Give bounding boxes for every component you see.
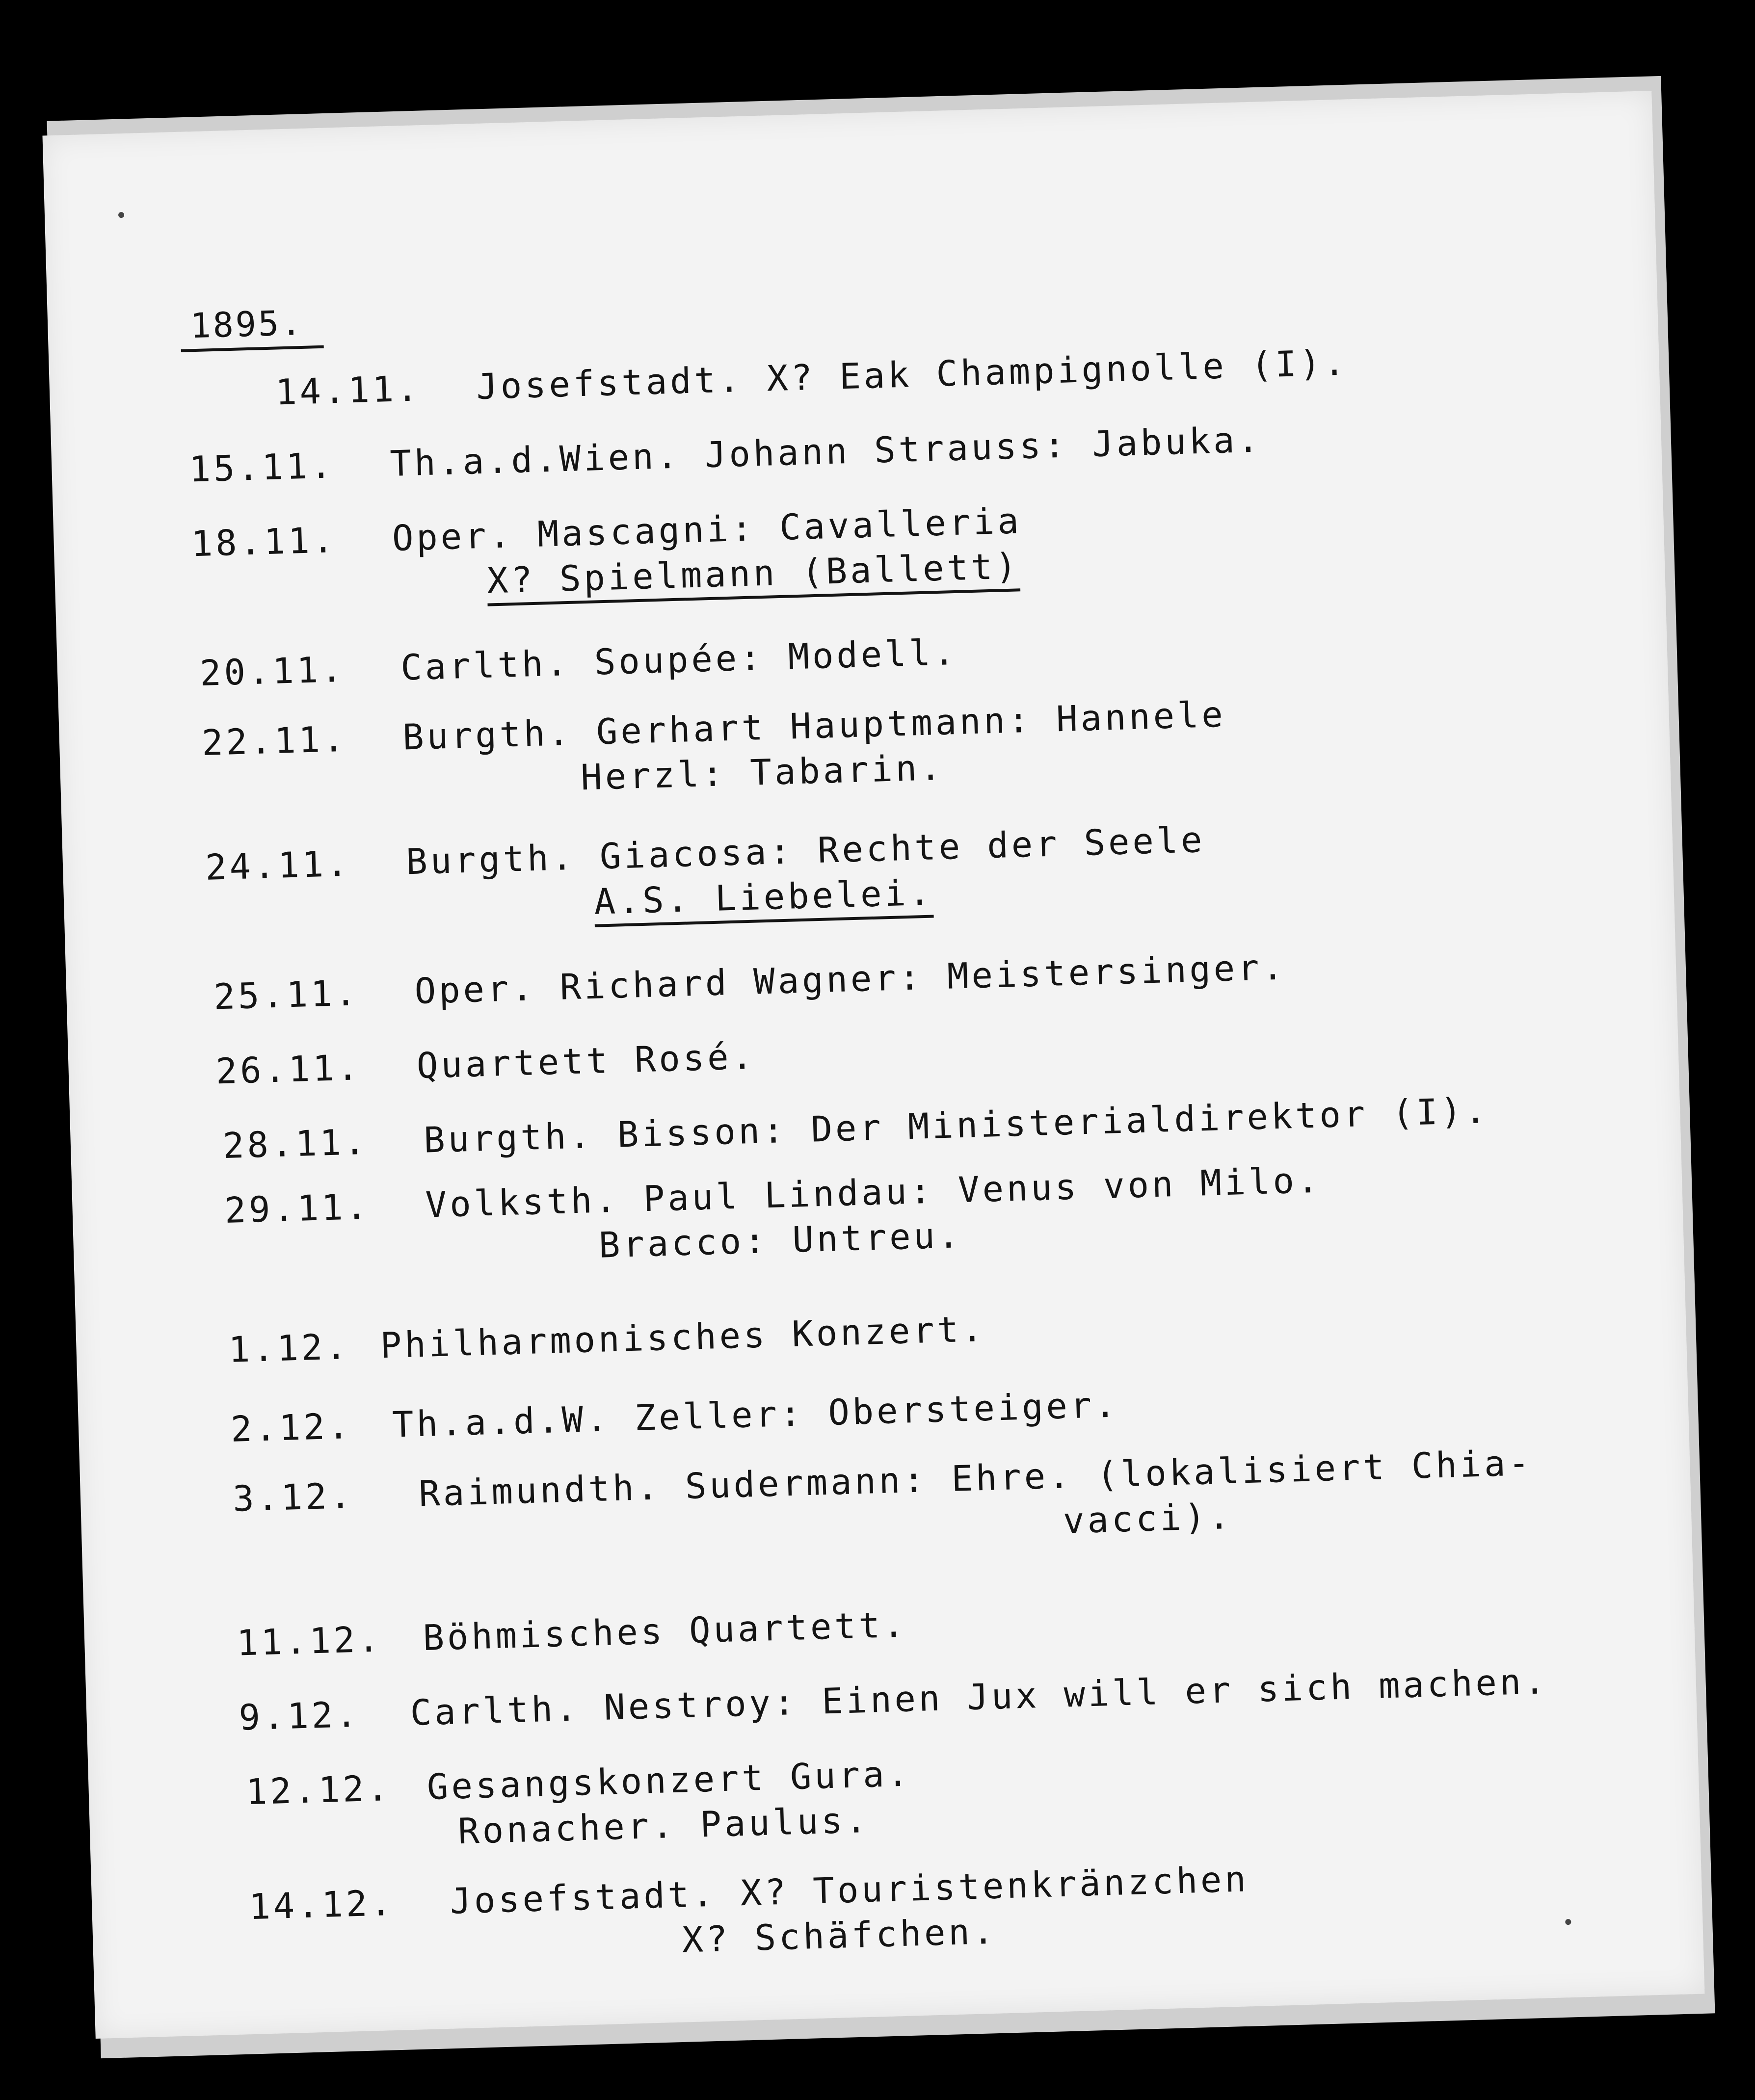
entry-text: Soupée: Modell. bbox=[593, 631, 958, 683]
entry-date: 11.12. bbox=[236, 1618, 383, 1664]
entry-sub: X? Spielmann (Ballett) bbox=[486, 545, 1020, 606]
page-year: 1895. bbox=[180, 302, 323, 352]
entry-date: 3.12. bbox=[232, 1474, 355, 1520]
entry-venue: Th.a.d.Wien. bbox=[389, 435, 681, 485]
entry-date: 22.11. bbox=[201, 718, 348, 763]
entry-1-12 bbox=[228, 1287, 1661, 1372]
entry-list bbox=[186, 322, 1678, 1975]
entry-text: Johann Strauss: Jabuka. bbox=[704, 419, 1262, 476]
entry-sub: Bracco: Untreu. bbox=[598, 1214, 963, 1266]
typed-page bbox=[42, 91, 1704, 2039]
entry-venue: Josefstadt. bbox=[449, 1873, 717, 1922]
entry-9-12 bbox=[238, 1655, 1672, 1740]
entry-sub: Herzl: Tabarin. bbox=[580, 746, 945, 798]
entry-venue: Raimundth. bbox=[418, 1466, 662, 1515]
entry-text: Giacosa: Rechte der Seele bbox=[599, 818, 1206, 877]
entry-20-11 bbox=[199, 610, 1643, 696]
entry-text: Bisson: Der Ministerialdirektor (I). bbox=[616, 1090, 1489, 1155]
entry-text: X? Touristenkränzchen bbox=[740, 1858, 1250, 1914]
entry-sub: X? Schäfchen. bbox=[681, 1910, 998, 1961]
entry-venue: Josefstadt. bbox=[476, 358, 744, 408]
entry-sub: Ronacher. Paulus. bbox=[457, 1799, 871, 1852]
entry-date: 24.11. bbox=[205, 842, 351, 888]
entry-venue: Volksth. bbox=[425, 1179, 620, 1226]
entry-2-12 bbox=[230, 1366, 1664, 1451]
entry-11-12 bbox=[236, 1580, 1670, 1665]
entry-date: 14.12. bbox=[248, 1882, 395, 1928]
entry-venue: Oper. bbox=[414, 967, 536, 1012]
entry-venue: Burgth. bbox=[402, 711, 573, 758]
entry-text: Richard Wagner: Meistersinger. bbox=[559, 946, 1287, 1008]
entry-venue: Oper. bbox=[391, 514, 514, 559]
entry-15-11 bbox=[188, 406, 1637, 492]
entry-text: Zeller: Obersteiger. bbox=[634, 1384, 1119, 1439]
entry-date: 14.11. bbox=[275, 368, 422, 413]
entry-sub: A.S. Liebelei. bbox=[593, 871, 933, 927]
entry-venue: Th.a.d.W. bbox=[392, 1398, 611, 1445]
entry-date: 12.12. bbox=[245, 1767, 392, 1813]
entry-text: Paul Lindau: Venus von Milo. bbox=[642, 1159, 1322, 1220]
entry-date: 15.11. bbox=[188, 445, 335, 490]
entry-venue: Burgth. bbox=[405, 836, 576, 883]
entry-text: X? Eak Champignolle (I). bbox=[766, 341, 1349, 399]
entry-text: Nestroy: Einen Jux will er sich machen. bbox=[603, 1660, 1549, 1728]
entry-venue: Burgth. bbox=[423, 1115, 594, 1161]
entry-venue: Gesangskonzert Gura. bbox=[426, 1753, 912, 1808]
entry-date: 20.11. bbox=[199, 648, 346, 694]
entry-venue: Quartett Rosé. bbox=[416, 1035, 756, 1086]
paper-speck bbox=[118, 212, 124, 218]
entry-venue: Böhmisches Quartett. bbox=[422, 1603, 908, 1659]
entry-text: Gerhart Hauptmann: Hannele bbox=[595, 693, 1226, 753]
entry-text: Mascagni: Cavalleria bbox=[536, 500, 1022, 555]
entry-venue: Philharmonisches Konzert. bbox=[379, 1308, 986, 1366]
entry-26-11 bbox=[215, 1009, 1654, 1094]
entry-date: 18.11. bbox=[190, 519, 337, 565]
entry-date: 26.11. bbox=[215, 1047, 362, 1092]
entry-25-11 bbox=[213, 934, 1651, 1020]
entry-date: 2.12. bbox=[230, 1405, 353, 1450]
entry-date: 9.12. bbox=[238, 1693, 361, 1738]
entry-sub: vacci). bbox=[1062, 1495, 1233, 1542]
entry-date: 25.11. bbox=[213, 972, 360, 1018]
entry-date: 1.12. bbox=[228, 1326, 350, 1370]
entry-14-11 bbox=[275, 332, 1635, 415]
entry-date: 28.11. bbox=[222, 1121, 369, 1167]
entry-date: 29.11. bbox=[224, 1185, 371, 1232]
entry-text: Sudermann: Ehre. (lokalisiert Chia- bbox=[684, 1442, 1533, 1507]
entry-venue: Carlth. bbox=[400, 642, 571, 688]
entry-venue: Carlth. bbox=[409, 1687, 581, 1733]
